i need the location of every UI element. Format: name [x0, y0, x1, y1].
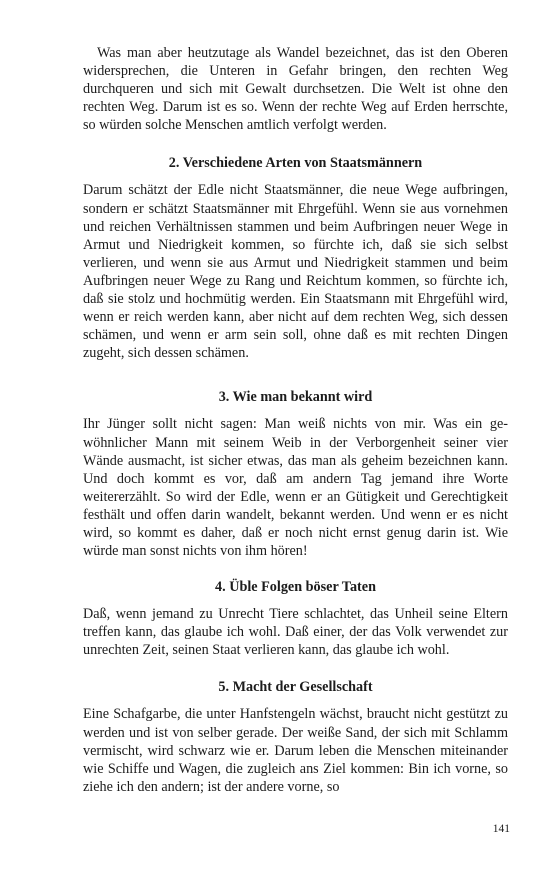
section-2-text: Darum schätzt der Edle nicht Staatsmänner, die neue Wege aufbringen, sondern er schätzt Staatsmänner mit Ehrgefühl. Wenn sie aus vornehmen und reichen Verhältnissen stammen und beim Aufbringen neuer Wege in Armut und Niedrigkeit kommen, so fürchte ich, daß sie sich selbst verlieren, und wenn sie aus Armut und Niedrigkeit stammen und beim Aufbringen neuer Wege zu Rang und Reichtum kommen, so fürchte ich, daß sie stolz und hochmütig werden. Ein Staatsmann mit Ehrgefühl wird, wenn er reich werden kann, aber nicht auf dem rechten Weg, sich dessen schämen, und wenn er arm sein soll, ohne daß es mit rechten Dingen zugeht, sich dessen schämen.	[83, 182, 508, 362]
section-2-heading: 2. Verschiedene Arten von Staatsmännern	[168, 155, 423, 172]
section-4-text: Daß, wenn jemand zu Unrecht Tiere schlachtet, das Unheil seine Eltern treffen kann, das glaube ich wohl. Daß einer, der das Volk verwendet zur unrechten Zeit, seinen Staat verlieren kann, das glaube ich wohl.	[83, 606, 508, 659]
intro-paragraph: Was man aber heutzutage als Wandel bezeichnet, das ist den Oberen widersprechen, die Unteren in Gefahr bringen, den rechten Weg durchqueren und sich mit Gewalt durchsetzen. Die Welt ist ohne den rechten Weg. Darum ist es so. Wenn der rechte Weg auf Erden herrschte, so würden solche Menschen amtlich verfolgt werden.	[83, 45, 508, 134]
section-4-heading: 4. Üble Folgen böser Taten	[215, 579, 376, 596]
page-number: 141	[492, 823, 510, 835]
section-5-text: Eine Schafgarbe, die unter Hanfstengeln wächst, braucht nicht gestützt zu werden und ist von selber gerade. Der weiße Sand, der sich mit Schlamm vermischt, wird schwarz wie er. Darum leben die Menschen miteinander wie Schiffe und Wagen, die zugleich ans Ziel kommen: Bin ich vorne, so ziehe ich den andern; ist der andere vorne, so	[83, 706, 508, 795]
section-5-heading: 5. Macht der Gesellschaft	[218, 679, 373, 696]
page-content	[83, 44, 508, 796]
section-3-heading: 3. Wie man bekannt wird	[218, 389, 373, 406]
section-3-text: Ihr Jünger sollt nicht sagen: Man weiß nichts von mir. Was ein gewöhnlicher Mann mit seinem Weib in der Verborgenheit seiner vier Wände ausmacht, ist sicher etwas, das man als geheim bezeichnen kann. Und doch kommt es vor, daß am andern Tag jemand ihre Worte weitererzählt. So wird der Edle, wenn er an Gütigkeit und Gerechtigkeit festhält und offen darin wandelt, bekannt werden. Und wenn er es nicht wird, so kommt es daher, daß er noch nicht ernst genug darin ist. Wie würde man sonst nichts von ihm hören!	[83, 416, 508, 560]
